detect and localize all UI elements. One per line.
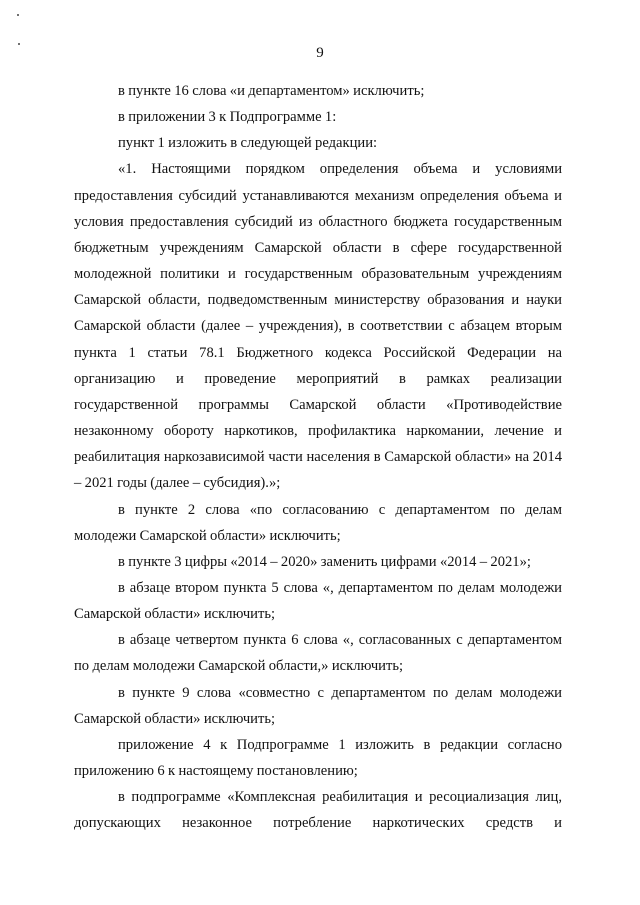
paragraph: в абзаце втором пункта 5 слова «, департаментом по делам молодежи Самарской области» исключить; xyxy=(74,579,562,623)
paragraph: приложение 4 к Подпрограмме 1 изложить в редакции согласно приложению 6 к настоящему постановлению; xyxy=(74,736,562,780)
paragraph: в абзаце четвертом пункта 6 слова «, согласованных с департаментом по делам молодежи Самарской области,» исключить; xyxy=(74,632,562,675)
paragraph: в подпрограмме «Комплексная реабилитация и ресоциализация лиц, допускающих незаконное потребление наркотических средств и xyxy=(74,789,562,832)
page-number: 9 xyxy=(316,45,324,61)
paragraph: в пункте 3 цифры «2014 – 2020» заменить цифрами «2014 – 2021»; xyxy=(118,553,531,570)
paragraph: в пункте 16 слова «и департаментом» исключить; xyxy=(118,83,425,99)
scan-speck xyxy=(17,14,19,16)
paragraph: пункт 1 изложить в следующей редакции: xyxy=(118,135,378,152)
paragraph: в приложении 3 к Подпрограмме 1: xyxy=(118,109,337,126)
paragraph: «1. Настоящими порядком определения объема и условиями предоставления субсидий устанавливаются механизм определения объема и условия предоставления субсидий из областного бюджета государственным бюджетным учреждениям Самарской области в сфере государственной молодежной политики и государственным образовательным учреждениям Самарской области, подведомственным министерству образования и науки Самарской области (далее – учреждения), в соответствии с абзацем вторым пункта 1 статьи 78.1 Бюджетного кодекса Российской Федерации на организацию и проведение мероприятий в рамках реализации государственной программы Самарской области «Противодействие незаконному обороту наркотиков, профилактика наркомании, лечение и реабилитация наркозависимой части населения в Самарской области» на 2014 – 2021 годы (далее – субсидия).»; xyxy=(74,161,562,492)
document-body xyxy=(74,78,562,837)
paragraph: в пункте 9 слова «совместно с департаментом по делам молодежи Самарской области» исключить; xyxy=(74,684,562,727)
paragraph: в пункте 2 слова «по согласованию с департаментом по делам молодежи Самарской области» исключить; xyxy=(74,501,562,544)
